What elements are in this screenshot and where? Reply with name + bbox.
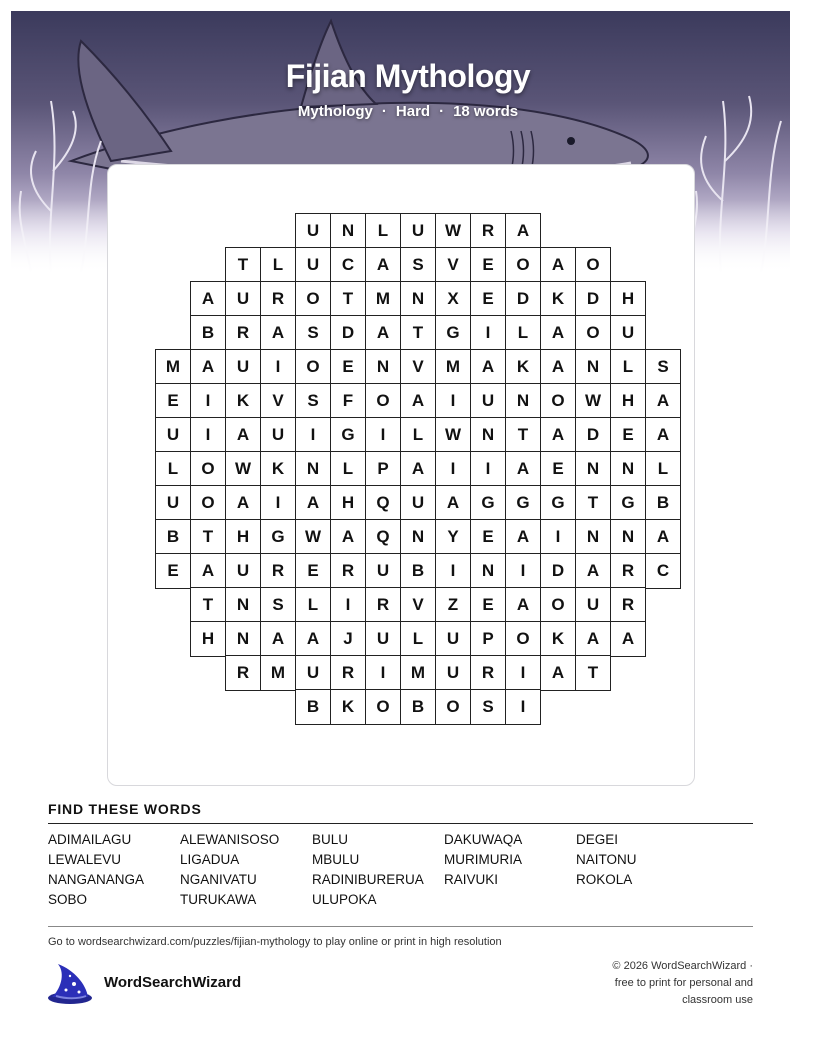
grid-cell[interactable]: A — [540, 315, 576, 351]
grid-cell[interactable]: R — [470, 655, 506, 691]
grid-cell[interactable]: E — [155, 383, 191, 419]
grid-cell[interactable]: E — [470, 281, 506, 317]
grid-cell[interactable]: A — [365, 247, 401, 283]
grid-cell[interactable]: G — [330, 417, 366, 453]
word-list-item: TURUKAWA — [180, 892, 257, 907]
grid-row — [190, 621, 646, 656]
grid-cell[interactable]: O — [575, 247, 611, 283]
grid-row — [225, 655, 611, 690]
grid-cell[interactable]: D — [575, 281, 611, 317]
grid-cell[interactable]: U — [470, 383, 506, 419]
grid-cell[interactable]: Y — [435, 519, 471, 555]
grid-cell[interactable]: I — [470, 451, 506, 487]
grid-cell[interactable]: U — [365, 621, 401, 657]
grid-cell[interactable]: U — [575, 587, 611, 623]
grid-cell[interactable]: U — [260, 417, 296, 453]
grid-cell[interactable]: T — [505, 417, 541, 453]
grid-cell[interactable]: R — [225, 655, 261, 691]
grid-cell[interactable]: A — [540, 417, 576, 453]
grid-cell[interactable]: A — [540, 655, 576, 691]
grid-cell[interactable]: I — [435, 553, 471, 589]
grid-cell[interactable]: W — [575, 383, 611, 419]
grid-cell[interactable]: G — [435, 315, 471, 351]
word-list-item: NGANIVATU — [180, 872, 257, 887]
word-list-item: ADIMAILAGU — [48, 832, 132, 847]
grid-cell[interactable]: A — [505, 213, 541, 249]
grid-cell[interactable]: G — [260, 519, 296, 555]
grid-cell[interactable]: E — [155, 553, 191, 589]
grid-cell[interactable]: A — [295, 621, 331, 657]
grid-cell[interactable]: U — [435, 621, 471, 657]
grid-cell[interactable]: E — [330, 349, 366, 385]
word-list-item: ALEWANISOSO — [180, 832, 280, 847]
difficulty-label: Hard — [395, 103, 431, 120]
grid-cell[interactable]: U — [400, 213, 436, 249]
grid-cell[interactable]: B — [190, 315, 226, 351]
grid-cell[interactable]: K — [540, 621, 576, 657]
grid-row — [155, 519, 681, 554]
divider — [48, 926, 753, 927]
grid-cell[interactable]: B — [295, 689, 331, 725]
grid-cell[interactable]: H — [610, 383, 646, 419]
grid-cell[interactable]: O — [505, 247, 541, 283]
grid-cell[interactable]: Z — [435, 587, 471, 623]
grid-cell[interactable]: P — [365, 451, 401, 487]
grid-cell[interactable]: A — [505, 519, 541, 555]
grid-cell[interactable]: S — [295, 383, 331, 419]
grid-cell[interactable]: X — [435, 281, 471, 317]
grid-cell[interactable]: A — [225, 417, 261, 453]
grid-cell[interactable]: S — [400, 247, 436, 283]
grid-cell[interactable]: U — [225, 553, 261, 589]
grid-cell[interactable]: A — [225, 485, 261, 521]
grid-cell[interactable]: R — [330, 655, 366, 691]
grid-cell[interactable]: N — [575, 451, 611, 487]
grid-cell[interactable]: A — [400, 383, 436, 419]
grid-cell[interactable]: O — [190, 485, 226, 521]
grid-cell[interactable]: K — [260, 451, 296, 487]
word-list-item: MBULU — [312, 852, 360, 867]
grid-cell[interactable]: H — [610, 281, 646, 317]
grid-cell[interactable]: N — [225, 621, 261, 657]
copyright-line: classroom use — [682, 994, 753, 1006]
grid-cell[interactable]: I — [330, 587, 366, 623]
grid-cell[interactable]: D — [575, 417, 611, 453]
grid-cell[interactable]: A — [610, 621, 646, 657]
grid-cell[interactable]: I — [260, 349, 296, 385]
grid-cell[interactable]: U — [295, 655, 331, 691]
grid-cell[interactable]: W — [435, 213, 471, 249]
grid-cell[interactable]: T — [575, 655, 611, 691]
grid-cell[interactable]: A — [260, 621, 296, 657]
grid-cell[interactable]: A — [470, 349, 506, 385]
word-list-item: ULUPOKA — [312, 892, 377, 907]
grid-cell[interactable]: K — [505, 349, 541, 385]
grid-cell[interactable]: G — [610, 485, 646, 521]
copyright-notice — [583, 958, 753, 1009]
word-list-item: SOBO — [48, 892, 88, 907]
grid-cell[interactable]: U — [225, 349, 261, 385]
category-label: Mythology — [297, 103, 373, 120]
grid-cell[interactable]: R — [225, 315, 261, 351]
grid-cell[interactable]: E — [470, 587, 506, 623]
grid-cell[interactable]: L — [645, 451, 681, 487]
grid-cell[interactable]: M — [260, 655, 296, 691]
grid-cell[interactable]: E — [295, 553, 331, 589]
grid-cell[interactable]: H — [225, 519, 261, 555]
word-list-item: LIGADUA — [180, 852, 240, 867]
grid-cell[interactable]: I — [505, 655, 541, 691]
grid-cell[interactable]: N — [575, 349, 611, 385]
puzzle-meta — [0, 103, 816, 120]
grid-row — [190, 587, 646, 622]
grid-cell[interactable]: A — [400, 451, 436, 487]
grid-cell[interactable]: K — [225, 383, 261, 419]
grid-cell[interactable]: N — [225, 587, 261, 623]
grid-cell[interactable]: O — [505, 621, 541, 657]
divider — [48, 823, 753, 824]
grid-row — [295, 689, 541, 724]
grid-cell[interactable]: U — [295, 247, 331, 283]
grid-cell[interactable]: S — [295, 315, 331, 351]
word-list-item: LEWALEVU — [48, 852, 122, 867]
grid-cell[interactable]: N — [505, 383, 541, 419]
grid-cell[interactable]: A — [190, 281, 226, 317]
grid-cell[interactable]: T — [575, 485, 611, 521]
grid-cell[interactable]: T — [400, 315, 436, 351]
grid-cell[interactable]: V — [260, 383, 296, 419]
grid-cell[interactable]: A — [645, 417, 681, 453]
grid-cell[interactable]: T — [225, 247, 261, 283]
grid-cell[interactable]: N — [470, 417, 506, 453]
grid-cell[interactable]: O — [540, 587, 576, 623]
grid-cell[interactable]: L — [400, 417, 436, 453]
grid-cell[interactable]: Q — [365, 519, 401, 555]
grid-cell[interactable]: I — [435, 451, 471, 487]
grid-cell[interactable]: V — [400, 587, 436, 623]
word-list — [48, 832, 753, 908]
grid-cell[interactable]: K — [330, 689, 366, 725]
grid-cell[interactable]: I — [260, 485, 296, 521]
grid-cell[interactable]: N — [330, 213, 366, 249]
word-list-item: BULU — [312, 832, 349, 847]
grid-cell[interactable]: H — [190, 621, 226, 657]
grid-cell[interactable]: I — [295, 417, 331, 453]
grid-cell[interactable]: I — [190, 383, 226, 419]
grid-cell[interactable]: N — [610, 451, 646, 487]
word-list-item: NANGANANGA — [48, 872, 145, 887]
grid-cell[interactable]: C — [330, 247, 366, 283]
grid-cell[interactable]: A — [645, 519, 681, 555]
grid-cell[interactable]: I — [365, 655, 401, 691]
grid-cell[interactable]: P — [470, 621, 506, 657]
grid-row — [225, 247, 611, 282]
grid-cell[interactable]: R — [610, 587, 646, 623]
grid-cell[interactable]: L — [610, 349, 646, 385]
grid-cell[interactable]: A — [645, 383, 681, 419]
grid-cell[interactable]: N — [400, 519, 436, 555]
grid-cell[interactable]: R — [365, 587, 401, 623]
grid-cell[interactable]: A — [190, 553, 226, 589]
grid-row — [190, 315, 646, 350]
grid-cell[interactable]: K — [540, 281, 576, 317]
grid-cell[interactable]: L — [365, 213, 401, 249]
grid-cell[interactable]: U — [295, 213, 331, 249]
grid-cell[interactable]: I — [435, 383, 471, 419]
grid-cell[interactable]: U — [435, 655, 471, 691]
grid-cell[interactable]: W — [295, 519, 331, 555]
grid-cell[interactable]: J — [330, 621, 366, 657]
word-list-heading: FIND THESE WORDS — [48, 801, 202, 817]
grid-cell[interactable]: E — [470, 519, 506, 555]
grid-cell[interactable]: O — [540, 383, 576, 419]
grid-cell[interactable]: O — [435, 689, 471, 725]
word-list-item: RAIVUKI — [444, 872, 499, 887]
grid-cell[interactable]: O — [365, 689, 401, 725]
grid-cell[interactable]: A — [330, 519, 366, 555]
grid-cell[interactable]: L — [295, 587, 331, 623]
grid-cell[interactable]: O — [295, 281, 331, 317]
grid-row — [190, 281, 646, 316]
grid-cell[interactable]: O — [295, 349, 331, 385]
grid-cell[interactable]: A — [435, 485, 471, 521]
grid-row — [155, 417, 681, 452]
grid-cell[interactable]: G — [540, 485, 576, 521]
grid-cell[interactable]: A — [260, 315, 296, 351]
grid-row — [155, 349, 681, 384]
grid-cell[interactable]: O — [365, 383, 401, 419]
grid-cell[interactable]: W — [225, 451, 261, 487]
grid-cell[interactable]: U — [155, 485, 191, 521]
grid-cell[interactable]: R — [470, 213, 506, 249]
grid-row — [295, 213, 541, 248]
grid-cell[interactable]: V — [400, 349, 436, 385]
word-list-item: MURIMURIA — [444, 852, 522, 867]
grid-cell[interactable]: N — [295, 451, 331, 487]
grid-cell[interactable]: R — [260, 553, 296, 589]
grid-cell[interactable]: E — [540, 451, 576, 487]
grid-cell[interactable]: S — [645, 349, 681, 385]
grid-cell[interactable]: L — [330, 451, 366, 487]
grid-cell[interactable]: E — [610, 417, 646, 453]
grid-cell[interactable]: U — [365, 553, 401, 589]
grid-row — [155, 383, 681, 418]
grid-cell[interactable]: T — [190, 587, 226, 623]
grid-cell[interactable]: N — [400, 281, 436, 317]
grid-cell[interactable]: M — [400, 655, 436, 691]
grid-cell[interactable]: F — [330, 383, 366, 419]
page-title: Fijian Mythology — [285, 58, 531, 94]
grid-cell[interactable]: U — [225, 281, 261, 317]
grid-cell[interactable]: O — [190, 451, 226, 487]
grid-cell[interactable]: G — [505, 485, 541, 521]
grid-cell[interactable]: W — [435, 417, 471, 453]
grid-row — [155, 553, 681, 588]
grid-cell[interactable]: M — [365, 281, 401, 317]
grid-cell[interactable]: C — [645, 553, 681, 589]
grid-cell[interactable]: U — [400, 485, 436, 521]
grid-cell[interactable]: I — [540, 519, 576, 555]
grid-cell[interactable]: I — [505, 553, 541, 589]
copyright-line: © 2026 WordSearchWizard · — [612, 960, 753, 972]
grid-cell[interactable]: L — [400, 621, 436, 657]
grid-cell[interactable]: S — [470, 689, 506, 725]
grid-cell[interactable]: G — [470, 485, 506, 521]
grid-cell[interactable]: A — [575, 621, 611, 657]
grid-cell[interactable]: Q — [365, 485, 401, 521]
footer-link-text: Go to wordsearchwizard.com/puzzles/fijian-mythology to play online or print in high resolution — [48, 936, 502, 948]
grid-cell[interactable]: N — [610, 519, 646, 555]
grid-cell[interactable]: M — [435, 349, 471, 385]
grid-cell[interactable]: L — [155, 451, 191, 487]
grid-cell[interactable]: N — [575, 519, 611, 555]
grid-cell[interactable]: L — [505, 315, 541, 351]
grid-cell[interactable]: A — [540, 247, 576, 283]
grid-cell[interactable]: R — [260, 281, 296, 317]
grid-cell[interactable]: L — [260, 247, 296, 283]
copyright-line: free to print for personal and — [614, 977, 753, 989]
grid-cell[interactable]: D — [505, 281, 541, 317]
meta-separator: · — [439, 103, 445, 120]
word-list-item: ROKOLA — [576, 872, 633, 887]
grid-cell[interactable]: A — [365, 315, 401, 351]
grid-row — [155, 451, 681, 486]
grid-cell[interactable]: I — [365, 417, 401, 453]
grid-cell[interactable]: U — [155, 417, 191, 453]
word-list-item: DAKUWAQA — [444, 832, 523, 847]
grid-cell[interactable]: E — [470, 247, 506, 283]
wizard-hat-icon — [46, 962, 94, 1006]
grid-cell[interactable]: T — [190, 519, 226, 555]
grid-cell[interactable]: A — [505, 451, 541, 487]
grid-cell[interactable]: B — [400, 689, 436, 725]
grid-cell[interactable]: I — [190, 417, 226, 453]
grid-cell[interactable]: B — [155, 519, 191, 555]
grid-row — [155, 485, 681, 520]
grid-cell[interactable]: B — [400, 553, 436, 589]
grid-cell[interactable]: D — [330, 315, 366, 351]
grid-cell[interactable]: A — [505, 587, 541, 623]
meta-separator: · — [381, 103, 387, 120]
grid-cell[interactable]: I — [470, 315, 506, 351]
grid-cell[interactable]: R — [610, 553, 646, 589]
grid-cell[interactable]: O — [575, 315, 611, 351]
grid-cell[interactable]: N — [470, 553, 506, 589]
grid-cell[interactable]: A — [575, 553, 611, 589]
grid-cell[interactable]: N — [365, 349, 401, 385]
grid-cell[interactable]: T — [330, 281, 366, 317]
grid-cell[interactable]: B — [645, 485, 681, 521]
grid-cell[interactable]: H — [330, 485, 366, 521]
word-list-item: NAITONU — [576, 852, 637, 867]
word-list-item: DEGEI — [576, 832, 619, 847]
grid-cell[interactable]: M — [155, 349, 191, 385]
grid-cell[interactable]: A — [295, 485, 331, 521]
word-list-item: RADINIBURERUA — [312, 872, 424, 887]
grid-cell[interactable]: A — [540, 349, 576, 385]
grid-cell[interactable]: I — [505, 689, 541, 725]
grid-cell[interactable]: U — [610, 315, 646, 351]
brand-name: WordSearchWizard — [104, 974, 242, 991]
grid-cell[interactable]: V — [435, 247, 471, 283]
word-count-label: 18 words — [453, 103, 519, 120]
grid-cell[interactable]: A — [190, 349, 226, 385]
grid-cell[interactable]: R — [330, 553, 366, 589]
grid-cell[interactable]: D — [540, 553, 576, 589]
grid-cell[interactable]: S — [260, 587, 296, 623]
